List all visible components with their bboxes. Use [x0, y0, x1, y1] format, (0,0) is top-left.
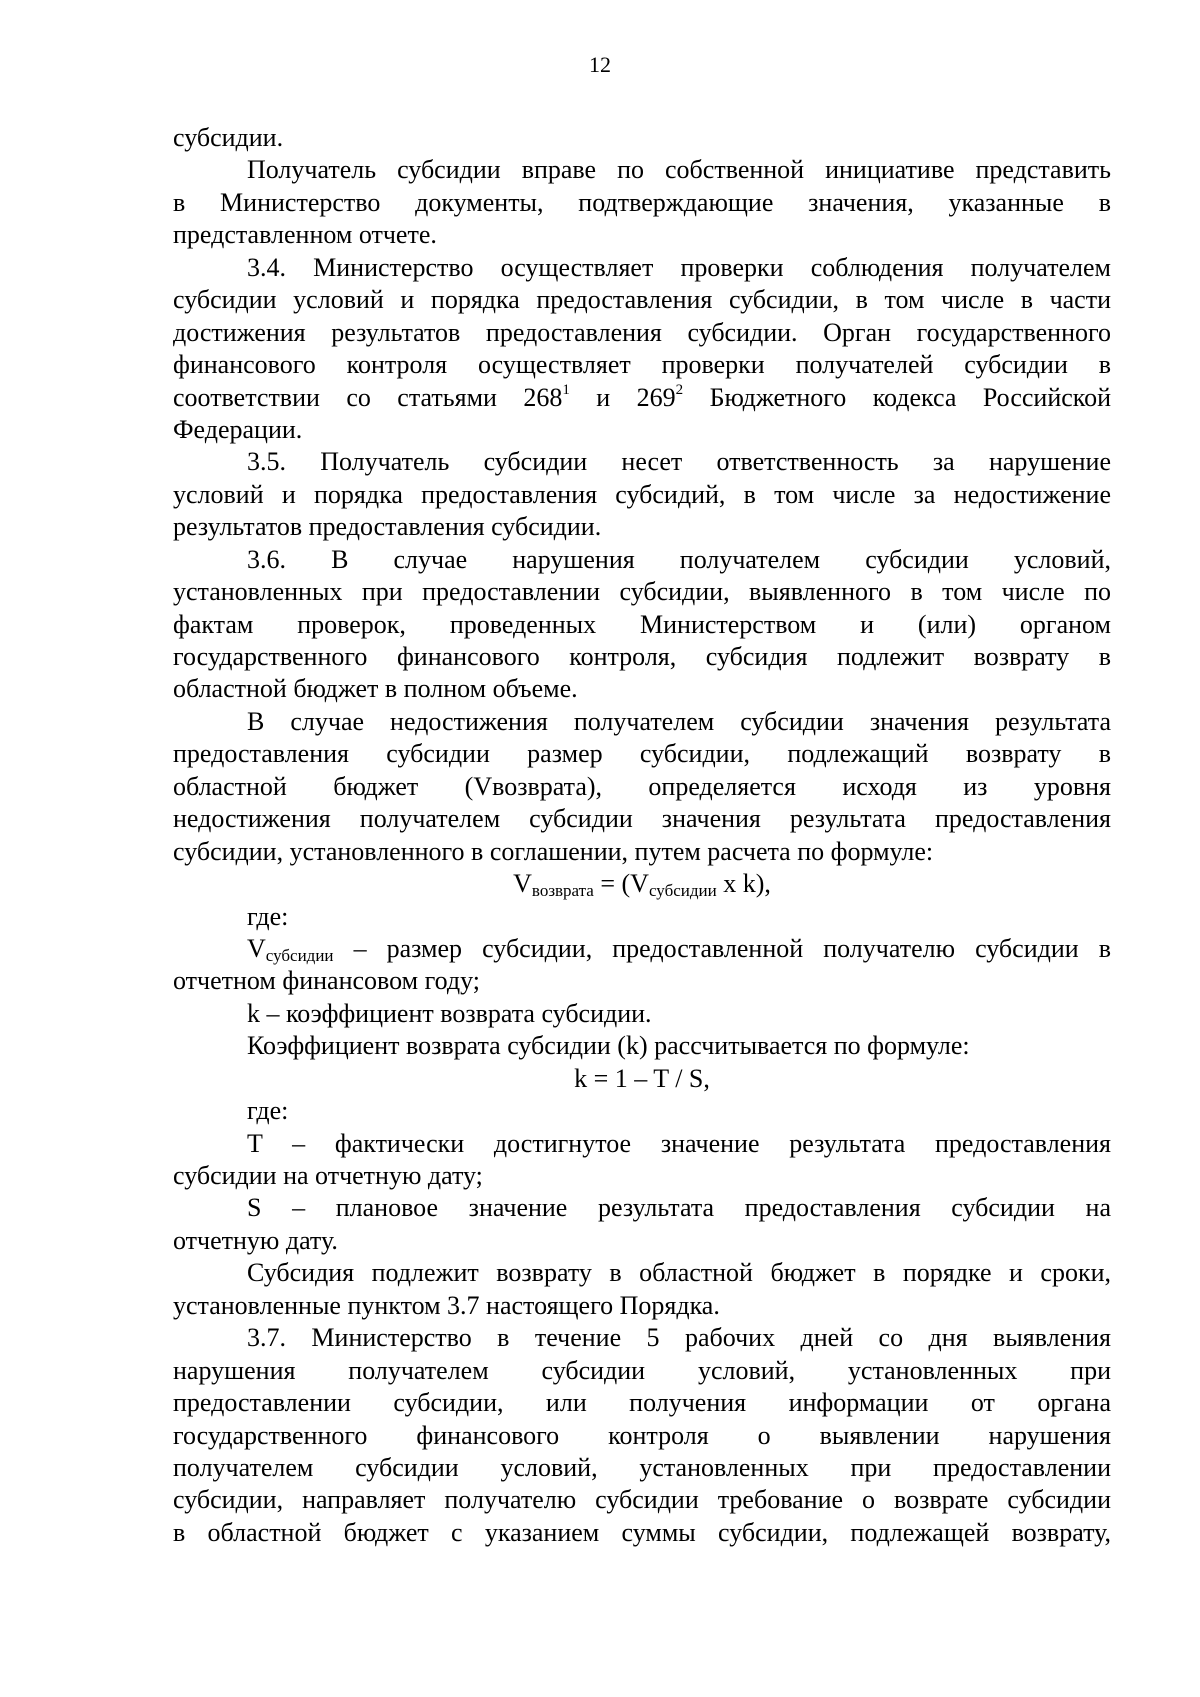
text-line: 3.7. Министерство в течение 5 рабочих дней со дня выявления	[247, 1323, 1111, 1353]
superscript: 2	[675, 381, 684, 398]
line-fragment: V	[247, 933, 266, 963]
text-line: где:	[247, 1096, 289, 1126]
subscript: возврата	[531, 881, 594, 901]
formula-line: k = 1 – T / S,	[574, 1063, 710, 1093]
subscript: субсидии	[648, 881, 717, 901]
text-line: отчетную дату.	[173, 1225, 338, 1255]
text-line: где:	[247, 901, 289, 931]
text-line: в областной бюджет с указанием суммы субсидии, подлежащей возврату,	[173, 1517, 1111, 1547]
text-line: субсидии, направляет получателю субсидии требование о возврате субсидии	[173, 1485, 1111, 1515]
text-line: отчетном финансовом году;	[173, 966, 480, 996]
text-line: субсидии, установленного в соглашении, путем расчета по формуле:	[173, 836, 934, 866]
text-line: областной бюджет в полном объеме.	[173, 674, 578, 704]
formula-fragment: = (V	[593, 869, 649, 899]
text-line-with-superscripts	[173, 382, 1111, 414]
text-line: результатов предоставления субсидии.	[173, 512, 602, 542]
text-line: предоставления субсидии размер субсидии, подлежащий возврату в	[173, 739, 1111, 769]
formula-fragment: V	[513, 869, 532, 899]
text-line: установленные пунктом 3.7 настоящего Порядка.	[173, 1290, 720, 1320]
text-line: k – коэффициент возврата субсидии.	[247, 998, 652, 1028]
text-line: условий и порядка предоставления субсидий, в том числе за недостижение	[173, 479, 1111, 509]
text-line-with-subscript	[173, 933, 1111, 965]
text-line: Коэффициент возврата субсидии (k) рассчитывается по формуле:	[247, 1031, 970, 1061]
text-line: достижения результатов предоставления субсидии. Орган государственного	[173, 317, 1111, 347]
line-fragment: Бюджетного кодекса Российской	[683, 382, 1112, 412]
text-line: фактам проверок, проведенных Министерством и (или) органом	[173, 609, 1111, 639]
text-line: В случае недостижения получателем субсидии значения результата	[247, 706, 1111, 736]
text-line: субсидии условий и порядка предоставления субсидии, в том числе в части	[173, 285, 1111, 315]
text-line: представленном отчете.	[173, 220, 437, 250]
text-line: недостижения получателем субсидии значения результата предоставления	[173, 804, 1111, 834]
text-line: 3.5. Получатель субсидии несет ответственность за нарушение	[247, 447, 1111, 477]
text-line: областной бюджет (Vвозврата), определяется исходя из уровня	[173, 771, 1111, 801]
text-line: T – фактически достигнутое значение результата предоставления	[247, 1128, 1111, 1158]
text-line: субсидии.	[173, 123, 284, 152]
text-line: государственного финансового контроля, субсидия подлежит возврату в	[173, 642, 1111, 671]
text-line: Субсидия подлежит возврату в областной бюджет в порядке и сроки,	[247, 1258, 1111, 1288]
page-number: 12	[589, 52, 611, 77]
line-fragment: и 269	[569, 382, 676, 412]
text-line: получателем субсидии условий, установленных при предоставлении	[173, 1452, 1111, 1482]
line-fragment: соответствии со статьями 268	[173, 382, 563, 412]
text-line: в Министерство документы, подтверждающие значения, указанные в	[173, 187, 1111, 217]
text-line: 3.4. Министерство осуществляет проверки соблюдения получателем	[247, 252, 1111, 282]
text-line: предоставлении субсидии, или получения информации от органа	[173, 1388, 1111, 1418]
subscript: субсидии	[265, 945, 334, 965]
formula-fragment: x k),	[716, 869, 771, 899]
line-fragment: – размер субсидии, предоставленной получателю субсидии в	[333, 933, 1111, 963]
document-body	[173, 122, 1111, 1549]
text-line: субсидии на отчетную дату;	[173, 1161, 483, 1190]
text-line: Федерации.	[173, 414, 303, 444]
text-line: 3.6. В случае нарушения получателем субсидии условий,	[247, 544, 1111, 574]
formula-line	[173, 868, 1111, 900]
text-line: финансового контроля осуществляет проверки получателей субсидии в	[173, 350, 1111, 380]
text-line: нарушения получателем субсидии условий, установленных при	[173, 1355, 1111, 1385]
text-line: установленных при предоставлении субсидии, выявленного в том числе по	[173, 577, 1111, 607]
text-line: S – плановое значение результата предоставления субсидии на	[247, 1193, 1111, 1223]
text-line: государственного финансового контроля о выявлении нарушения	[173, 1420, 1111, 1450]
superscript: 1	[562, 381, 570, 398]
text-line: Получатель субсидии вправе по собственной инициативе представить	[247, 155, 1111, 185]
